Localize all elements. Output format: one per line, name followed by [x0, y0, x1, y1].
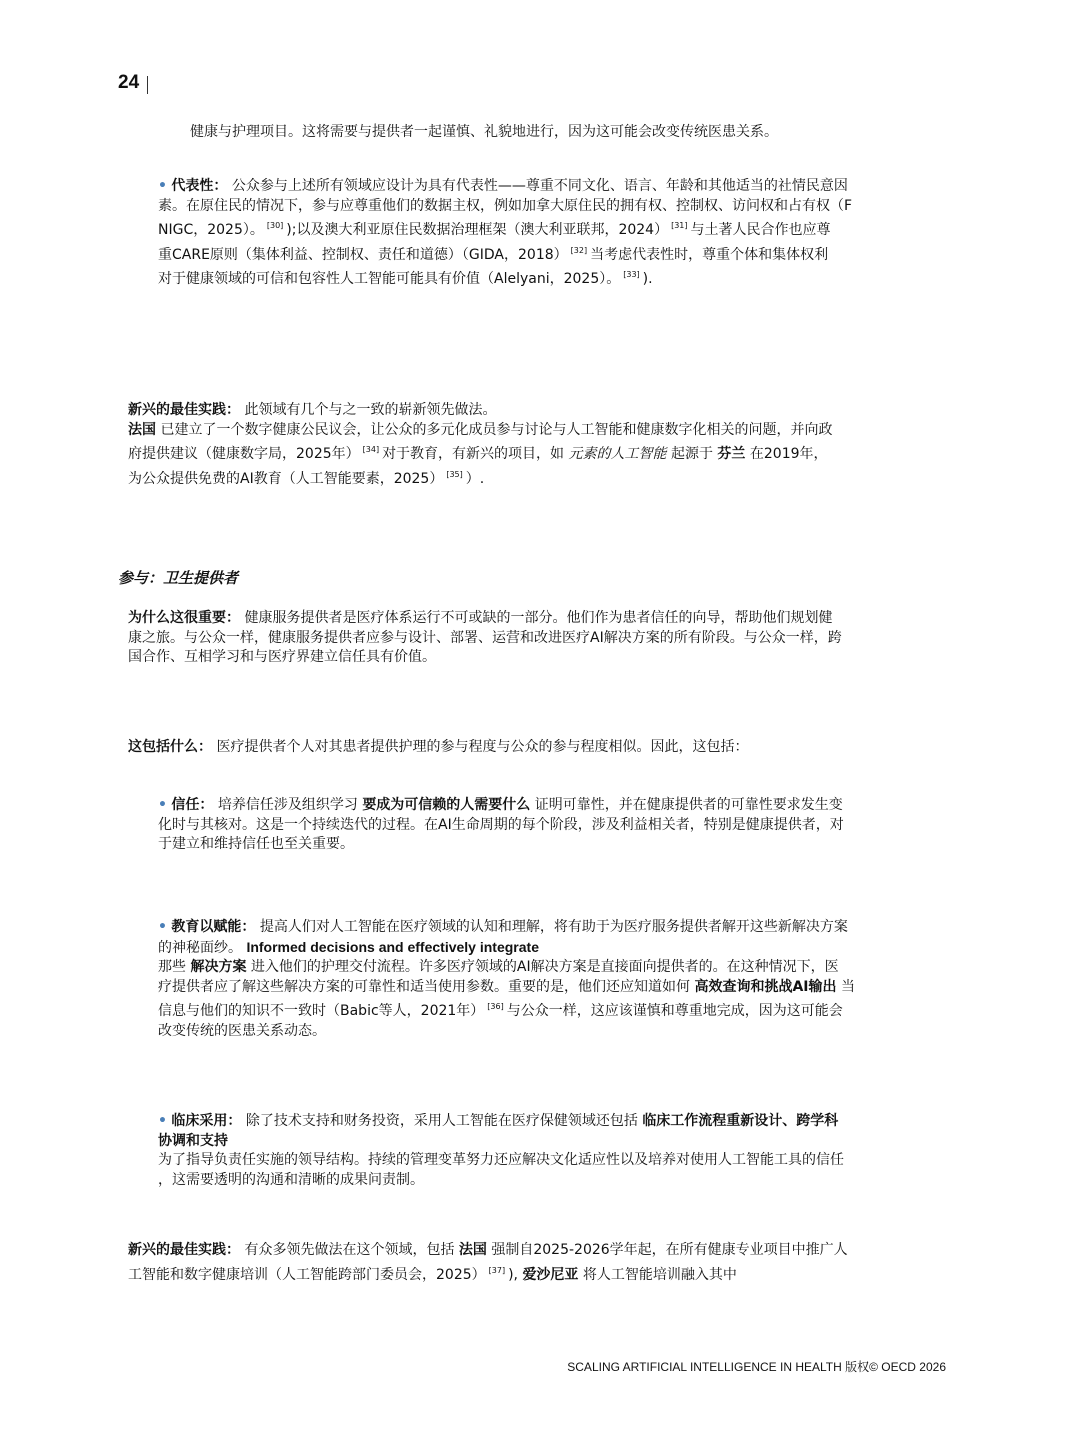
- page-number-divider: [147, 76, 148, 94]
- why-line-2: 康之旅。与公众一样，健康服务提供者应参与设计、部署、运营和改进医疗AI解决方案的所有阶段。与公众一样，跨: [128, 629, 842, 646]
- bp1-text: 起源于: [670, 446, 713, 462]
- edu-text: 那些: [158, 959, 186, 975]
- ref-31: [31]: [671, 221, 688, 230]
- edu-text: 与公众一样，这应该谨慎和尊重地完成，因为这可能会: [506, 1003, 843, 1019]
- trust-line-3: 于建立和维持信任也至关重要。: [158, 836, 354, 852]
- ref-33: [33]: [623, 270, 640, 279]
- trust-line-1: [158, 796, 988, 816]
- rep-line-5: [158, 265, 988, 290]
- country-france: 法国: [458, 1242, 487, 1258]
- bp1-text: 府提供建议（健康数字局，2025年）: [128, 446, 360, 462]
- trust-line-2: 化时与其核对。这是一个持续迭代的过程。在AI生命周期的每个阶段，涉及利益相关者，特别是健康提供者，对: [158, 816, 844, 833]
- rep-text: 重CARE原则（集体利益、控制权、责任和道德）（GIDA，2018）: [158, 246, 568, 263]
- country-france: 法国: [128, 421, 156, 438]
- includes-text: 医疗提供者个人对其患者提供护理的参与程度与公众的参与程度相似。因此，这包括：: [216, 739, 749, 755]
- clin-label: 临床采用：: [171, 1113, 242, 1129]
- bp1-label: 新兴的最佳实践：: [128, 402, 240, 418]
- bullet-dot: •: [158, 1113, 167, 1129]
- why-it-matters: [128, 609, 988, 668]
- ref-35: [35]: [446, 469, 463, 479]
- ref-37: [37]: [488, 1265, 506, 1275]
- bp1-text: 对于教育，有新兴的项目，如: [382, 446, 565, 462]
- why-label: 为什么这很重要：: [128, 610, 240, 626]
- rep-text: ).: [642, 271, 653, 287]
- edu-text: 当: [840, 978, 855, 995]
- bp2-text: 工智能和数字健康培训（人工智能跨部门委员会，2025）: [128, 1266, 486, 1283]
- edu-emphasis: 高效查询和挑战AI输出: [694, 978, 837, 995]
- includes-line: [128, 738, 748, 758]
- edu-text: 信息与他们的知识不一致时（Babic等人，2021年）: [158, 1003, 485, 1019]
- bullet-education: [158, 918, 988, 1041]
- rep-text: 对于健康领域的可信和包容性人工智能可能具有价值（Alelyani，2025）。: [158, 271, 621, 287]
- bp2-line-2: [128, 1261, 988, 1286]
- edu-line-6: 改变传统的医患关系动态。: [158, 1022, 326, 1039]
- country-finland: 芬兰: [717, 446, 746, 462]
- bp1-text: 为公众提供免费的AI教育（人工智能要素，2025）: [128, 470, 444, 487]
- clin-line-1: [158, 1112, 988, 1132]
- bp1-line-2: [128, 421, 988, 441]
- rep-text: NIGC，2025）。: [158, 222, 264, 238]
- rep-label: 代表性：: [171, 178, 228, 194]
- section-heading: 参与：卫生提供者: [118, 569, 239, 587]
- rep-text: 当考虑代表性时，尊重个体和集体权利: [590, 246, 829, 263]
- bullet-dot: •: [158, 919, 167, 935]
- ref-30: [30]: [266, 221, 284, 230]
- includes-label: 这包括什么：: [128, 739, 212, 755]
- bp2-label: 新兴的最佳实践：: [128, 1242, 240, 1258]
- edu-label: 教育以赋能：: [171, 919, 256, 935]
- bullet-dot: •: [158, 797, 167, 813]
- bp1-line-4: [128, 465, 988, 490]
- rep-text: );以及澳大利亚原住民数据治理框架（澳大利亚联邦，2024）: [286, 222, 669, 238]
- page-footer: SCALING ARTIFICIAL INTELLIGENCE IN HEALTH 版权© OECD 2026: [567, 1360, 946, 1374]
- trust-emphasis: 要成为可信赖的人需要什么: [362, 797, 531, 813]
- bp2-text: ),: [508, 1266, 518, 1283]
- elements-of-ai: 元素的人工智能: [568, 446, 667, 462]
- rep-line-2: 素。在原住民的情况下，参与应尊重他们的数据主权，例如加拿大原住民的拥有权、控制权、访问权和占有权（F: [158, 197, 853, 214]
- edu-text: 提高人们对人工智能在医疗领域的认知和理解，将有助于为医疗服务提供者解开这些新解决方案: [259, 919, 848, 935]
- trust-text: 证明可靠性，并在健康提供者的可靠性要求发生变: [534, 797, 843, 813]
- bp1-line-1: [128, 401, 988, 421]
- bullet-dot: •: [158, 178, 167, 194]
- ref-34: [34]: [362, 445, 380, 454]
- intro-line: 健康与护理项目。这将需要与提供者一起谨慎、礼貌地进行，因为这可能会改变传统医患关系。: [190, 124, 778, 140]
- ref-36: [36]: [487, 1002, 504, 1011]
- why-text: 健康服务提供者是医疗体系运行不可或缺的一部分。他们作为患者信任的向导，帮助他们规划健: [244, 610, 833, 626]
- edu-text: 的神秘面纱。: [158, 939, 242, 956]
- rep-line-4: [158, 241, 988, 266]
- why-line-1: [128, 609, 988, 629]
- edu-text: 疗提供者应了解这些解决方案的可靠性和适当使用参数。重要的是，他们还应知道如何: [158, 978, 690, 995]
- rep-text: 与土著人民合作也应尊: [690, 222, 831, 238]
- clin-line-2: 协调和支持: [158, 1132, 228, 1149]
- ref-32: [32]: [570, 245, 588, 255]
- edu-line-2: [158, 938, 988, 959]
- bp1-text: 已建立了一个数字健康公民议会，让公众的多元化成员参与讨论与人工智能和健康数字化相关的问题，并向政: [160, 421, 833, 438]
- edu-line-5: [158, 997, 988, 1022]
- clin-text: 除了技术支持和财务投资，采用人工智能在医疗保健领域还包括: [245, 1113, 638, 1129]
- bullet-clinical-adoption: [158, 1112, 988, 1190]
- best-practice-1: [128, 401, 988, 489]
- clin-line-4: ，这需要透明的沟通和清晰的成果问责制。: [158, 1171, 424, 1188]
- bp2-text: 有众多领先做法在这个领域，包括: [244, 1242, 455, 1258]
- best-practice-2: [128, 1241, 988, 1285]
- bp2-text: 强制自2025-2026学年起，在所有健康专业项目中推广人: [491, 1242, 848, 1258]
- bp2-text: 将人工智能培训融入其中: [582, 1266, 737, 1283]
- edu-line-4: [158, 978, 988, 998]
- edu-line-1: [158, 918, 988, 938]
- rep-line-1: [158, 177, 988, 197]
- rep-text: 公众参与上述所有领域应设计为具有代表性——尊重不同文化、语言、年龄和其他适当的社情民意因: [231, 178, 848, 194]
- edu-english-phrase: Informed decisions and effectively integrate: [246, 938, 539, 955]
- bp1-line-3: [128, 440, 988, 465]
- clin-line-3: 为了指导负责任实施的领导结构。持续的管理变革努力还应解决文化适应性以及培养对使用人工智能工具的信任: [158, 1152, 844, 1168]
- trust-label: 信任：: [171, 797, 214, 813]
- bp1-text: 此领域有几个与之一致的崭新领先做法。: [244, 402, 497, 418]
- rep-line-3: [158, 216, 988, 241]
- edu-text: 进入他们的护理交付流程。许多医疗领域的AI解决方案是直接面向提供者的。在这种情况下，医: [250, 959, 839, 975]
- bp1-text: ）.: [465, 470, 485, 487]
- edu-line-3: [158, 958, 988, 978]
- trust-text: 培养信任涉及组织学习: [217, 797, 358, 813]
- page-number: 24: [118, 72, 140, 93]
- why-line-3: 国合作、互相学习和与医疗界建立信任具有价值。: [128, 649, 436, 665]
- edu-emphasis: 解决方案: [190, 959, 247, 975]
- country-estonia: 爱沙尼亚: [522, 1266, 579, 1283]
- bullet-trust: [158, 796, 988, 855]
- clin-emphasis: 临床工作流程重新设计、跨学科: [642, 1113, 839, 1129]
- bp1-text: 在2019年，: [749, 446, 828, 462]
- bp2-line-1: [128, 1241, 988, 1261]
- bullet-representativeness: [158, 177, 988, 290]
